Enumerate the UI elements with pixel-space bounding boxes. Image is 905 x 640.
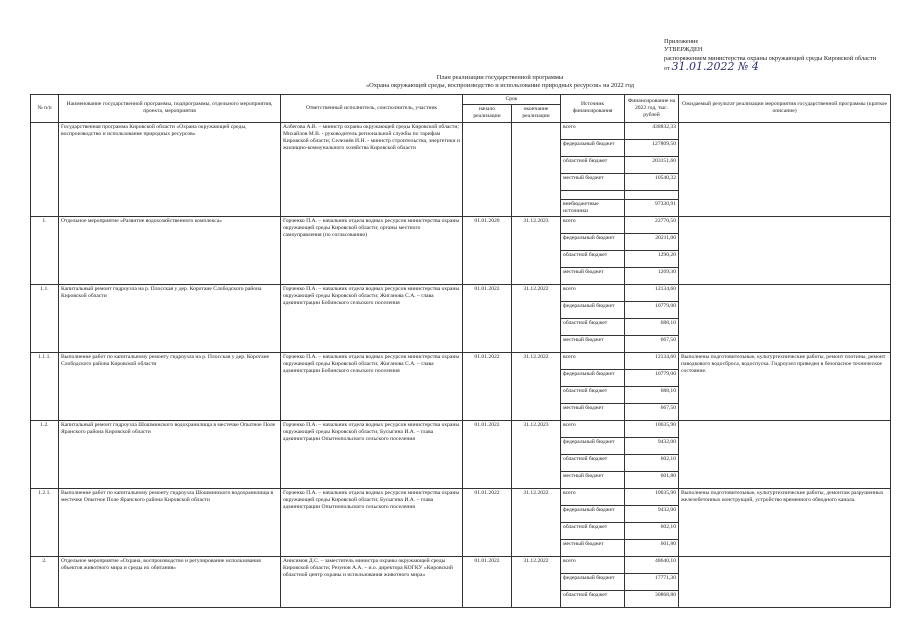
row-name: Отдельное мероприятие «Развитие водохозяйственного комплекса»	[59, 217, 281, 285]
fin-source: федеральный бюджет	[561, 438, 624, 455]
row-num	[31, 122, 59, 216]
fin-amount: 438832,33	[625, 123, 678, 140]
row-result: Выполнены подготовительные, культуртехнические работы, демонтаж разрушенных железобетонных конструкций, устройство временного обводного канала.	[679, 489, 891, 557]
fin-amount: 10779,00	[625, 370, 678, 387]
row-end: 31.12.2022	[512, 353, 561, 421]
fin-amount: 12134,60	[625, 353, 678, 370]
row-responsible: Горченко П.А. – начальник отдела водных ресурсов министерства охраны окружающей среды Кировской области; Жиганова С.А. – глава администрации Бобинского сельского поселения	[281, 353, 463, 421]
header-start: начало реализации	[463, 105, 512, 122]
row-start: 01.01.2022	[463, 285, 512, 353]
fin-source: федеральный бюджет	[561, 234, 624, 251]
table-body	[31, 122, 891, 607]
row-amounts	[625, 353, 679, 421]
fin-amount: 602,10	[625, 455, 678, 472]
fin-source: областной бюджет	[561, 523, 624, 540]
row-end	[512, 122, 561, 216]
header-result: Ожидаемый результат реализации мероприятия государственной программы (краткое описание)	[679, 95, 891, 123]
row-result	[679, 421, 891, 489]
row-amounts	[625, 217, 679, 285]
row-num: 1.1.	[31, 285, 59, 353]
fin-source: внебюджетные источники	[563, 200, 599, 214]
fin-amount: 10779,00	[625, 302, 678, 319]
table-row	[31, 421, 891, 489]
header-end: окончание реализации	[512, 105, 561, 122]
fin-amount: 22770,50	[625, 217, 678, 234]
table-row	[31, 217, 891, 285]
fin-source: местный бюджет	[563, 337, 604, 344]
fin-amount: 667,50	[660, 337, 677, 344]
row-start	[463, 122, 512, 216]
fin-source: всего	[561, 217, 624, 234]
fin-source: местный бюджет	[563, 269, 604, 276]
fin-source: местный бюджет	[563, 405, 604, 412]
header-term: Срок	[463, 95, 561, 105]
approval-stamp	[664, 38, 876, 74]
fin-amount: 667,50	[660, 405, 677, 412]
handwritten-date: 31.01.2022 № 4	[671, 60, 759, 74]
fin-source: областной бюджет	[561, 387, 624, 404]
fin-amount: 203151,60	[625, 156, 678, 173]
row-end: 31.12.2023	[512, 421, 561, 489]
fin-amount: 17771,30	[625, 574, 678, 591]
plan-table	[30, 94, 891, 608]
fin-source: федеральный бюджет	[561, 574, 624, 591]
fin-source: всего	[561, 489, 624, 506]
row-name: Государственная программа Кировской области «Охрана окружающей среды, воспроизводство и использование природных ресурсов»	[59, 122, 281, 216]
table-row	[31, 557, 891, 608]
row-responsible: Анисимов Д.С. – заместитель министра охраны окружающей среды Кировской области; Резунов А.А. – и.о. директора КОГКУ «Кировский областной центр охраны и использования животного мира»	[281, 557, 463, 608]
table-row	[31, 489, 891, 557]
fin-amount: 602,10	[625, 523, 678, 540]
fin-source: всего	[561, 285, 624, 302]
approval-line-3: распоряжением министерства охраны окружающей среды Кировской области	[664, 54, 877, 62]
row-responsible: Горченко П.А. – начальник отдела водных ресурсов министерства охраны окружающей среды Кировской области; Бусыгина И.А. – глава администрации Опытнопольского сельского поселения	[281, 421, 463, 489]
fin-amount: 48640,10	[625, 557, 678, 574]
row-num: 1.2.1.	[31, 489, 59, 557]
row-result: Выполнены подготовительные, культуртехнические работы, ремонт плотины, ремонт паводкового водосброса, водоспуска. Гидроузел приведен в безопасное техническое состояние.	[679, 353, 891, 421]
fin-source: областной бюджет	[561, 156, 624, 173]
fin-source: областной бюджет	[561, 251, 624, 268]
row-responsible: Горченко П.А. – начальник отдела водных ресурсов министерства охраны окружающей среды Кировской области; органы местного самоуправления (по согласованию)	[281, 217, 463, 285]
table-row	[31, 122, 891, 216]
row-num: 1.1.1.	[31, 353, 59, 421]
row-end: 31.12.2022	[512, 489, 561, 557]
row-result	[679, 217, 891, 285]
row-num: 2.	[31, 557, 59, 608]
fin-amount: 97330,91	[655, 200, 677, 207]
row-sources	[561, 421, 625, 489]
row-result	[679, 557, 891, 608]
header-row	[31, 95, 891, 105]
approval-line-1: Приложение	[664, 38, 699, 45]
fin-amount: 10635,90	[625, 421, 678, 438]
row-name: Выполнение работ по капитальному ремонту гидроузла Шошминского водохранилища в местечке Опытное Поле Яранского района Кировской области	[59, 489, 281, 557]
document-title	[240, 74, 760, 90]
fin-amount: 688,10	[625, 319, 678, 336]
approval-date	[664, 60, 876, 74]
header-name: Наименование государственной программы, подпрограммы, отдельного мероприятия, проекта, мероприятия	[59, 95, 281, 123]
fin-source: всего	[561, 123, 624, 140]
fin-source: областной бюджет	[561, 455, 624, 472]
fin-amount: 10635,90	[625, 489, 678, 506]
fin-source: местный бюджет	[563, 541, 604, 548]
row-responsible: Горченко П.А. – начальник отдела водных ресурсов министерства охраны окружающей среды Кировской области; Бусыгина И.А. – глава администрации Опытнопольского сельского поселения	[281, 489, 463, 557]
row-end: 31.12.2022	[512, 285, 561, 353]
fin-source: местный бюджет	[563, 473, 604, 480]
row-name: Капитальный ремонт гидроузла на р. Плосская у дер. Коротаие Слободского района Кировской области	[59, 285, 281, 353]
fin-source: федеральный бюджет	[561, 506, 624, 523]
header-source: Источник финансирования	[561, 95, 625, 123]
fin-amount: 601,80	[660, 541, 677, 548]
row-start: 01.01.2022	[463, 557, 512, 608]
fin-amount: 9432,00	[625, 506, 678, 523]
title-line-1: План реализации государственной программы	[436, 74, 564, 81]
row-amounts	[625, 122, 679, 216]
row-end: 31.12.2022	[512, 557, 561, 608]
row-num: 1.	[31, 217, 59, 285]
row-responsible: Албегова А.В. – министр охраны окружающей среды Кировской области; Михайлов М.В. - руководитель региональной службы по тарифам Кировской области; Селезнёв И.Н. - министр строительства, энергетики и жилищно-коммунального хозяйства Кировской области	[281, 122, 463, 216]
fin-source: федеральный бюджет	[561, 370, 624, 387]
row-sources	[561, 285, 625, 353]
row-result	[679, 285, 891, 353]
row-amounts	[625, 285, 679, 353]
row-sources	[561, 489, 625, 557]
fin-amount: 9432,00	[625, 438, 678, 455]
fin-source: всего	[561, 557, 624, 574]
fin-amount: 20211,00	[625, 234, 678, 251]
row-start: 01.01.2022	[463, 353, 512, 421]
row-name: Выполнение работ по капитальному ремонту гидроузла на р. Плосская у дер. Коротаие Слободского района Кировской области	[59, 353, 281, 421]
fin-amount: 601,80	[660, 473, 677, 480]
fin-source: федеральный бюджет	[561, 302, 624, 319]
row-amounts	[625, 557, 679, 608]
fin-amount: 10540,32	[625, 173, 678, 190]
row-result	[679, 122, 891, 216]
row-amounts	[625, 421, 679, 489]
title-line-2: «Охрана окружающей среды, воспроизводство и использование природных ресурсов» на 2022 год	[365, 82, 635, 89]
fin-source: федеральный бюджет	[561, 139, 624, 156]
row-end: 31.12.2023	[512, 217, 561, 285]
row-start: 01.01.2022	[463, 489, 512, 557]
row-amounts	[625, 489, 679, 557]
table-row	[31, 353, 891, 421]
fin-amount: 688,10	[625, 387, 678, 404]
row-sources	[561, 122, 625, 216]
fin-amount: 1269,30	[657, 269, 677, 276]
row-sources	[561, 557, 625, 608]
fin-source: всего	[561, 353, 624, 370]
row-sources	[561, 217, 625, 285]
row-responsible: Горченко П.А. – начальник отдела водных ресурсов министерства охраны окружающей среды Кировской области; Жиганова С.А. – глава администрации Бобинского сельского поселения	[281, 285, 463, 353]
row-start: 01.01.2020	[463, 217, 512, 285]
approval-line-2: УТВЕРЖДЕН	[664, 46, 703, 54]
table-row	[31, 285, 891, 353]
header-resp: Ответственный исполнитель, соисполнитель, участник	[281, 95, 463, 123]
fin-amount: 30868,80	[655, 592, 677, 599]
row-name: Отдельное мероприятие «Охрана, воспроизводство и регулирование использования объектов животного мира и среды их обитания»	[59, 557, 281, 608]
header-num: № п/п	[31, 95, 59, 123]
row-num: 1.2.	[31, 421, 59, 489]
header-amount: Финансирование на 2022 год, тыс. рублей	[625, 95, 679, 123]
fin-source: местный бюджет	[561, 173, 624, 190]
approval-date-prefix: от	[664, 65, 670, 73]
fin-amount: 12134,60	[625, 285, 678, 302]
row-sources	[561, 353, 625, 421]
fin-source: всего	[561, 421, 624, 438]
fin-amount: 1290,20	[625, 251, 678, 268]
fin-source: областной бюджет	[561, 319, 624, 336]
row-name: Капитальный ремонт гидроузла Шошминского водохранилища в местечке Опытное Поле Яранского района Кировской области	[59, 421, 281, 489]
row-start: 01.01.2022	[463, 421, 512, 489]
fin-source: областной бюджет	[563, 592, 608, 599]
fin-amount: 127809,50	[625, 139, 678, 156]
